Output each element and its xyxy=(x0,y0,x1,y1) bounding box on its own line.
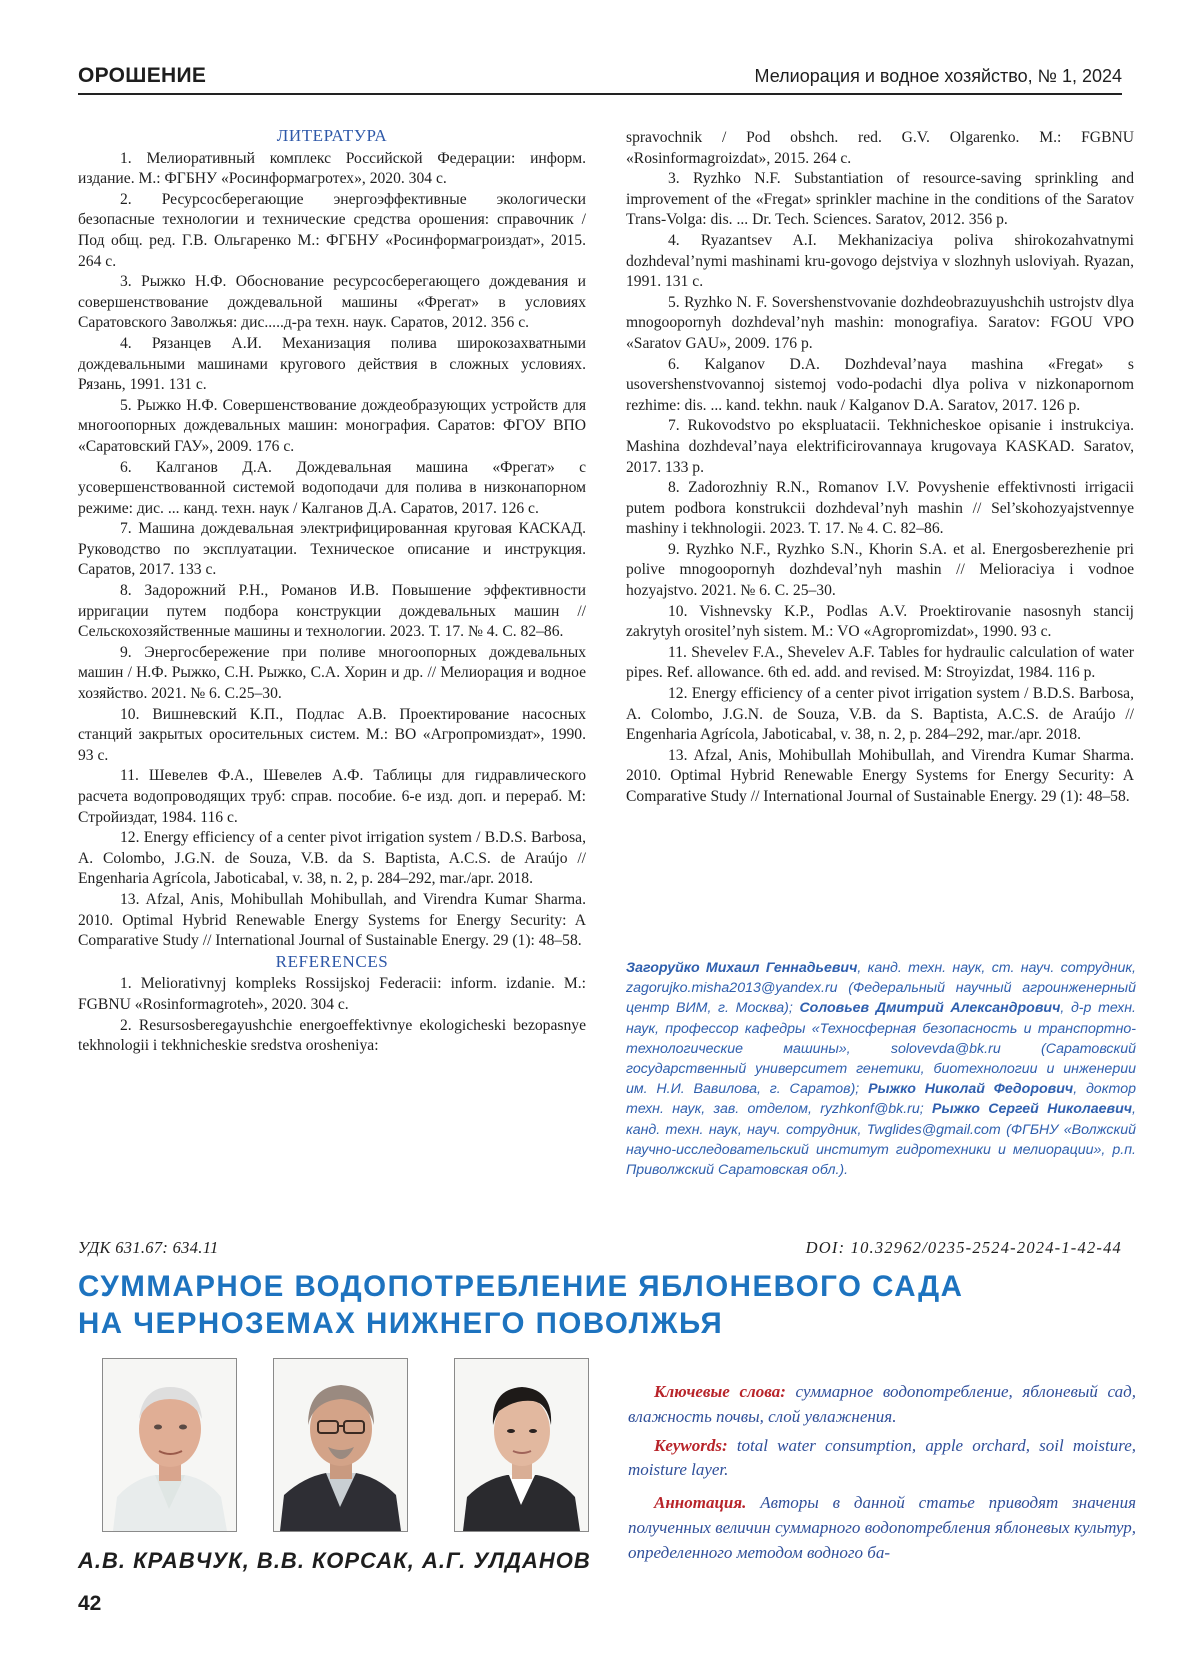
left-column xyxy=(78,126,586,1057)
page-number: 42 xyxy=(78,1592,101,1616)
reference-item: 13. Afzal, Anis, Mohibullah Mohibullah, and Virendra Kumar Sharma. 2010. Optimal Hybrid Renewable Energy Systems for Energy Security: A Comparative Study // International Journal of Sustainable Energy. 29 (1): 48–58. xyxy=(626,746,1134,808)
reference-item: 3. Ryzhko N.F. Substantiation of resource-saving sprinkling and improvement of the «Fregat» sprinkler machine in the conditions of the Saratov Trans-Volga: dis. ... Dr. Tech. Sciences. Saratov, 2012. 356 p. xyxy=(626,169,1134,231)
reference-item: 11. Shevelev F.A., Shevelev A.F. Tables for hydraulic calculation of water pipes. Ref. allowance. 6th ed. add. and revised. M: Stroyizdat, 1984. 116 p. xyxy=(626,643,1134,684)
keywords-ru-label: Ключевые слова: xyxy=(654,1382,786,1401)
reference-item: 6. Калганов Д.А. Дождевальная машина «Фрегат» с усовершенствованной системой водоподачи для полива в низконапорном режиме: дис. ... канд. техн. наук / Калганов Д.А. Саратов, 2017. 126 с. xyxy=(78,458,586,520)
author-portrait-2 xyxy=(274,1359,407,1531)
reference-item: 10. Вишневский К.П., Подлас А.В. Проектирование насосных станций закрытых оросительных систем. М.: ВО «Агропромиздат», 1990. 93 с. xyxy=(78,705,586,767)
author-details: , канд. техн. наук, науч. сотрудник, Twglides@gmail.com (ФГБНУ «Волжский научно-исследовательский институт гидротехники и мелиорации», р.п. Приволжский Саратовская обл.). xyxy=(626,1101,1136,1178)
author-name: Рыжко Сергей Николаевич xyxy=(932,1101,1132,1117)
reference-item: 6. Kalganov D.A. Dozhdeval’naya mashina «Fregat» s usovershenstvovannoj sistemoj vodo-podachi dlya poliva v nizkonapornom rezhime: dis. ... kand. tekhn. nauk / Kalganov D.A. Saratov, 2017. 126 p. xyxy=(626,355,1134,417)
abstract-block xyxy=(628,1380,1136,1570)
reference-item: 7. Rukovodstvo po ekspluatacii. Tekhnicheskoe opisanie i instrukciya. Mashina dozhdeval’naya elektrificirovannaya krugovaya KASKAD. Saratov, 2017. 133 p. xyxy=(626,416,1134,478)
keywords-ru xyxy=(628,1380,1136,1430)
references-title: REFERENCES xyxy=(78,952,586,973)
reference-item: 5. Рыжко Н.Ф. Совершенствование дождеобразующих устройств для многоопорных дождевальных машин: монография. Саратов: ФГОУ ВПО «Саратовский ГАУ», 2009. 176 с. xyxy=(78,396,586,458)
keywords-en-label: Keywords: xyxy=(654,1436,728,1455)
reference-item: 3. Рыжко Н.Ф. Обоснование ресурсосберегающего дождевания и совершенствование дождевальной машины «Фрегат» в условиях Саратовского Заволжья: дис.....д-ра техн. наук. Саратов, 2012. 356 с. xyxy=(78,272,586,334)
header-divider xyxy=(78,93,1122,95)
reference-continuation: spravochnik / Pod obshch. red. G.V. Olgarenko. M.: FGBNU «Rosinformagroizdat», 2015. 264 c. xyxy=(626,128,1134,169)
reference-item: 8. Задорожний Р.Н., Романов И.В. Повышение эффективности ирригации путем подбора конструкции дождевальных машин // Сельскохозяйственные машины и технологии. 2023. Т. 17. № 4. С. 82–86. xyxy=(78,581,586,643)
abstract-text: Авторы в данной статье приводят значения полученных величин суммарного водопотребления яблоневых культур, определенного методом водного ба- xyxy=(628,1493,1136,1562)
right-column xyxy=(626,128,1134,808)
journal-issue: Мелиорация и водное хозяйство, № 1, 2024 xyxy=(755,66,1122,87)
reference-item: 5. Ryzhko N. F. Sovershenstvovanie dozhdeobrazuyushchih ustrojstv dlya mnogoopornyh dozhdeval’nyh mashin: monografiya. Saratov: FGOU VPO «Saratov GAU», 2009. 176 p. xyxy=(626,293,1134,355)
author-name: Рыжко Николай Федорович xyxy=(868,1081,1073,1097)
authors-info-block xyxy=(626,958,1136,1180)
author-name: Загоруйко Михаил Геннадьевич xyxy=(626,960,857,976)
reference-item: 1. Мелиоративный комплекс Российской Федерации: информ. издание. М.: ФГБНУ «Росинформагротех», 2020. 304 с. xyxy=(78,149,586,190)
section-name: ОРОШЕНИЕ xyxy=(78,64,206,88)
literature-title: ЛИТЕРАТУРА xyxy=(78,126,586,147)
reference-item: 7. Машина дождевальная электрифицированная круговая КАСКАД. Руководство по эксплуатации. Техническое описание и инструкция. Саратов, 2017. 133 с. xyxy=(78,519,586,581)
reference-item: 12. Energy efficiency of a center pivot irrigation system / B.D.S. Barbosa, A. Colombo, J.G.N. de Souza, V.B. da S. Baptista, A.C.S. de Araújo // Engenharia Agrícola, Jaboticabal, v. 38, n. 2, p. 284–292, mar./apr. 2018. xyxy=(626,684,1134,746)
keywords-en xyxy=(628,1434,1136,1484)
author-name: Соловьев Дмитрий Александрович xyxy=(799,1000,1060,1016)
author-details: , канд. техн. наук, ст. науч. сотрудник, zagorujko.misha2013@yandex.ru (Федеральный научный агроинженерный центр ВИМ, г. Москва); xyxy=(626,960,1136,1016)
reference-item: 11. Шевелев Ф.А., Шевелев А.Ф. Таблицы для гидравлического расчета водопроводящих труб: справ. пособие. 6-е изд. доп. и перераб. М: Стройиздат, 1984. 116 с. xyxy=(78,766,586,828)
abstract-label: Аннотация. xyxy=(654,1493,746,1512)
reference-item: 2. Ресурсосберегающие энергоэффективные экологически безопасные технологии и технические средства орошения: справочник / Под общ. ред. Г.В. Ольгаренко М.: ФГБНУ «Росинформагроиздат», 2015. 264 с. xyxy=(78,190,586,272)
author-details: , доктор техн. наук, зав. отделом, ryzhkonf@bk.ru; xyxy=(626,1081,1136,1117)
author-photo xyxy=(273,1358,408,1532)
reference-item: 1. Meliorativnyj kompleks Rossijskoj Federacii: inform. izdanie. M.: FGBNU «Rosinformagroteh», 2020. 304 c. xyxy=(78,974,586,1015)
author-details: , д-р техн. наук, профессор кафедры «Техносферная безопасность и транспортно-технологические машины», solovevda@bk.ru (Саратовский государственный университет генетики, биотехнологии и инженерии им. Н.И. Вавилова, г. Саратов); xyxy=(626,1000,1136,1097)
author-photo xyxy=(454,1358,589,1532)
article-title-line: СУММАРНОЕ ВОДОПОТРЕБЛЕНИЕ ЯБЛОНЕВОГО САДА xyxy=(78,1268,1138,1305)
reference-item: 9. Ryzhko N.F., Ryzhko S.N., Khorin S.A. et al. Energosberezhenie pri polive mnogoopornyh dozhdeval’nyh mashin // Melioraciya i vodnoe hozyajstvo. 2021. № 6. С. 25–30. xyxy=(626,540,1134,602)
author-photo xyxy=(102,1358,237,1532)
article-title xyxy=(78,1268,1138,1342)
reference-item: 12. Energy efficiency of a center pivot irrigation system / B.D.S. Barbosa, A. Colombo, J.G.N. de Souza, V.B. da S. Baptista, A.C.S. de Araújo // Engenharia Agrícola, Jaboticabal, v. 38, n. 2, p. 284–292, mar./apr. 2018. xyxy=(78,828,586,890)
article-authors: А.В. КРАВЧУК, В.В. КОРСАК, А.Г. УЛДАНОВ xyxy=(78,1548,591,1574)
reference-item: 4. Рязанцев А.И. Механизация полива широкозахватными дождевальными машинами кругового действия в сложных условиях. Рязань, 1991. 131 с. xyxy=(78,334,586,396)
abstract xyxy=(628,1491,1136,1565)
author-portrait-3 xyxy=(455,1359,588,1531)
keywords-ru-text: суммарное водопотребление, яблоневый сад, влажность почвы, слой увлажнения. xyxy=(628,1382,1136,1426)
article-title-line: НА ЧЕРНОЗЕМАХ НИЖНЕГО ПОВОЛЖЬЯ xyxy=(78,1305,1138,1342)
reference-item: 10. Vishnevsky K.P., Podlas A.V. Proektirovanie nasosnyh stancij zakrytyh orositel’nyh sistem. M.: VO «Agropromizdat», 1990. 93 c. xyxy=(626,602,1134,643)
author-portrait-1 xyxy=(103,1359,236,1531)
keywords-en-text: total water consumption, apple orchard, soil moisture, moisture layer. xyxy=(628,1436,1136,1480)
reference-item: 2. Resursosberegayushchie energoeffektivnye ekologicheski bezopasnye tekhnologii i tekhnicheskie sredstva orosheniya: xyxy=(78,1016,586,1057)
reference-item: 8. Zadorozhniy R.N., Romanov I.V. Povyshenie effektivnosti irrigacii putem podbora konstrukcii dozhdeval’nyh mashin // Sel’skohozyajstvennye mashiny i tekhnologii. 2023. T. 17. № 4. С. 82–86. xyxy=(626,478,1134,540)
doi: DOI: 10.32962/0235-2524-2024-1-42-44 xyxy=(806,1238,1122,1258)
reference-item: 13. Afzal, Anis, Mohibullah Mohibullah, and Virendra Kumar Sharma. 2010. Optimal Hybrid Renewable Energy Systems for Energy Security: A Comparative Study // International Journal of Sustainable Energy. 29 (1): 48–58. xyxy=(78,890,586,952)
udk-code: УДК 631.67: 634.11 xyxy=(78,1238,219,1258)
reference-item: 9. Энергосбережение при поливе многоопорных дождевальных машин / Н.Ф. Рыжко, С.Н. Рыжко, С.А. Хорин и др. // Мелиорация и водное хозяйство. 2021. № 6. С.25–30. xyxy=(78,643,586,705)
reference-item: 4. Ryazantsev A.I. Mekhanizaciya poliva shirokozahvatnymi dozhdeval’nymi mashinami kru-govogo dejstviya v slozhnyh usloviyah. Ryazan, 1991. 131 c. xyxy=(626,231,1134,293)
